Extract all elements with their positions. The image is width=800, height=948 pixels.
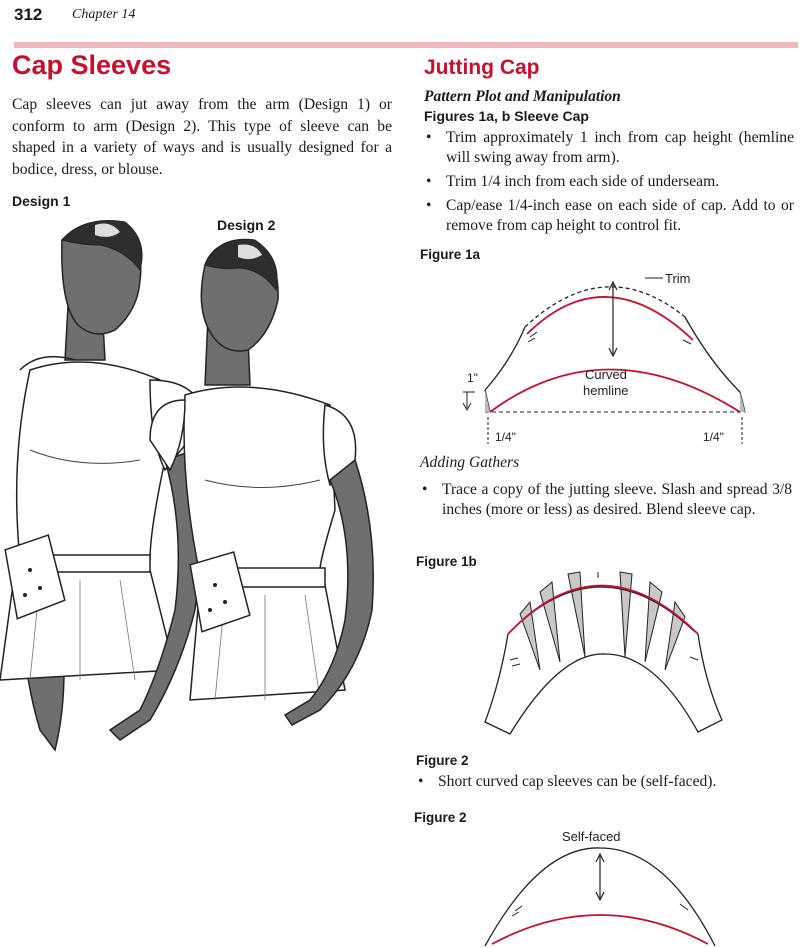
self-faced-label: Self-faced	[562, 829, 621, 844]
design2-label: Design 2	[217, 217, 276, 233]
jutting-cap-title: Jutting Cap	[424, 56, 540, 79]
pattern-plot-subtitle: Pattern Plot and Manipulation	[424, 88, 621, 105]
instruction-list	[424, 128, 794, 240]
figure-2-list	[416, 772, 792, 796]
figure-1a-diagram	[455, 262, 755, 452]
instruction-item: • Trim approximately 1 inch from cap height (hemline will swing away from arm).	[424, 128, 794, 168]
intro-paragraph: Cap sleeves can jut away from the arm (Design 1) or conform to arm (Design 2). This type of sleeve can be shaped in a variety of ways and is usually designed for a bodice, dress, or blouse.	[12, 96, 392, 178]
trim-label: Trim	[665, 271, 691, 286]
figure-1b-label: Figure 1b	[416, 554, 477, 569]
hemline-label: hemline	[583, 383, 629, 398]
figure-1b-diagram	[480, 562, 730, 742]
curved-label: Curved	[585, 367, 627, 382]
chapter-label: Chapter 14	[72, 7, 136, 22]
quarter-left-label: 1/4"	[495, 430, 516, 444]
fashion-illustration	[0, 210, 400, 948]
quarter-right-label: 1/4"	[703, 430, 724, 444]
figure-2-heading: Figure 2	[416, 753, 469, 768]
figure-2-item: • Short curved cap sleeves can be (self-faced).	[416, 772, 792, 792]
gathers-list	[420, 480, 792, 524]
figure-2-label: Figure 2	[414, 810, 467, 825]
header-rule	[14, 42, 798, 48]
gathers-item: • Trace a copy of the jutting sleeve. Slash and spread 3/8 inches (more or less) as desired. Blend sleeve cap.	[420, 480, 792, 520]
one-inch-label: 1"	[467, 371, 478, 385]
figures-heading: Figures 1a, b Sleeve Cap	[424, 108, 589, 124]
design1-label: Design 1	[12, 193, 71, 209]
instruction-item: • Trim 1/4 inch from each side of underseam.	[424, 172, 794, 192]
page-number: 312	[14, 5, 43, 24]
figure-2-diagram	[480, 826, 730, 948]
figure-1a-label: Figure 1a	[420, 247, 481, 262]
instruction-item: • Cap/ease 1/4-inch ease on each side of cap. Add to or remove from cap height to control fit.	[424, 196, 794, 236]
figure-design1	[0, 220, 205, 750]
adding-gathers-heading: Adding Gathers	[420, 454, 520, 471]
section-title: Cap Sleeves	[12, 50, 172, 80]
